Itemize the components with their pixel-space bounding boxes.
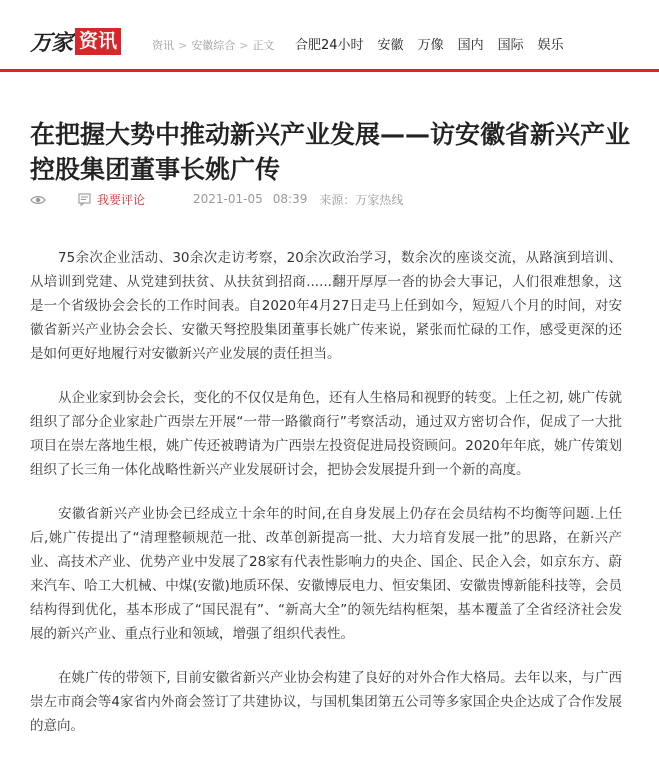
publish-date: 2021-01-05 bbox=[193, 192, 263, 206]
article-title-line1: 在把握大势中推动新兴产业发展——访安徽省新兴产业 bbox=[30, 119, 631, 149]
nav-item-anhui[interactable]: 安徽 bbox=[377, 38, 404, 53]
logo-main-text: 万家 bbox=[30, 29, 73, 56]
article-body bbox=[30, 246, 622, 758]
breadcrumb-item-news[interactable]: 资讯 bbox=[152, 39, 174, 52]
top-nav bbox=[295, 34, 578, 53]
breadcrumb bbox=[152, 37, 274, 53]
nav-item-hefei24[interactable]: 合肥24小时 bbox=[295, 38, 364, 53]
breadcrumb-item-anhui[interactable]: 安徽综合 bbox=[191, 39, 236, 52]
article-source: 来源：万家热线 bbox=[319, 192, 404, 207]
breadcrumb-separator: > bbox=[178, 38, 188, 52]
article-title-line2: 控股集团董事长姚广传 bbox=[30, 154, 281, 184]
eye-icon bbox=[30, 194, 46, 204]
nav-item-entertainment[interactable]: 娱乐 bbox=[537, 38, 564, 53]
article-meta bbox=[30, 190, 630, 208]
comment-icon[interactable] bbox=[78, 193, 91, 206]
comment-link[interactable]: 我要评论 bbox=[97, 192, 146, 207]
site-header bbox=[0, 0, 659, 72]
breadcrumb-separator: > bbox=[239, 38, 249, 52]
nav-item-wanxiang[interactable]: 万像 bbox=[417, 38, 444, 53]
breadcrumb-item-current: 正文 bbox=[252, 39, 275, 52]
article-paragraph: 75余次企业活动、30余次走访考察，20余次政治学习，数余次的座谈交流，从路演到培训、从培训到党建、从党建到扶贫、从扶贫到招商......翻开厚厚一沓的协会大事记，人们很难想象，这是一个省级协会会长的工作时间表。自2020年4月27日走马上任到如今，短短八个月的时间，对安徽省新兴产业协会会长、安徽天弩控股集团董事长姚广传来说，紧张而忙碌的工作，感受更深的还是如何更好地履行对安徽新兴产业发展的责任担当。 bbox=[30, 250, 622, 362]
article-paragraph: 从企业家到协会会长，变化的不仅仅是角色，还有人生格局和视野的转变。上任之初, 姚广传就组织了部分企业家赴广西崇左开展“一带一路徽商行”考察活动，通过双方密切合作，促成了一大批项目在崇左落地生根，姚广传还被聘请为广西崇左投资促进局投资顾问。2020年年底，姚广传策划组织了长三角一体化战略性新兴产业发展研讨会，把协会发展提升到一个新的高度。 bbox=[30, 390, 622, 478]
nav-item-domestic[interactable]: 国内 bbox=[457, 38, 484, 53]
article-paragraph: 安徽省新兴产业协会已经成立十余年的时间,在自身发展上仍存在会员结构不均衡等问题.上任后,姚广传提出了“清理整顿规范一批、改革创新提高一批、大力培育发展一批”的思路，在新兴产业、高技术产业、优势产业中发展了28家有代表性影响力的央企、国企、民企入会，如京东方、蔚来汽车、哈工大机械、中煤(安徽)地质环保、安徽博辰电力、恒安集团、安徽贵博新能科技等，会员结构得到优化，基本形成了“国民混有”、“新高大全”的领先结构框架，基本覆盖了全省经济社会发展的新兴产业、重点行业和领域，增强了组织代表性。 bbox=[30, 506, 622, 642]
article-paragraph: 在姚广传的带领下, 目前安徽省新兴产业协会构建了良好的对外合作大格局。去年以来，与广西崇左市商会等4家省内外商会签订了共建协议，与国机集团第五公司等多家国企央企达成了合作发展的意向。 bbox=[30, 670, 622, 734]
logo-tag-text: 资讯 bbox=[75, 28, 121, 55]
article-title bbox=[30, 117, 659, 187]
nav-item-international[interactable]: 国际 bbox=[497, 38, 524, 53]
site-logo[interactable] bbox=[30, 27, 121, 55]
publish-time: 08:39 bbox=[272, 192, 308, 206]
